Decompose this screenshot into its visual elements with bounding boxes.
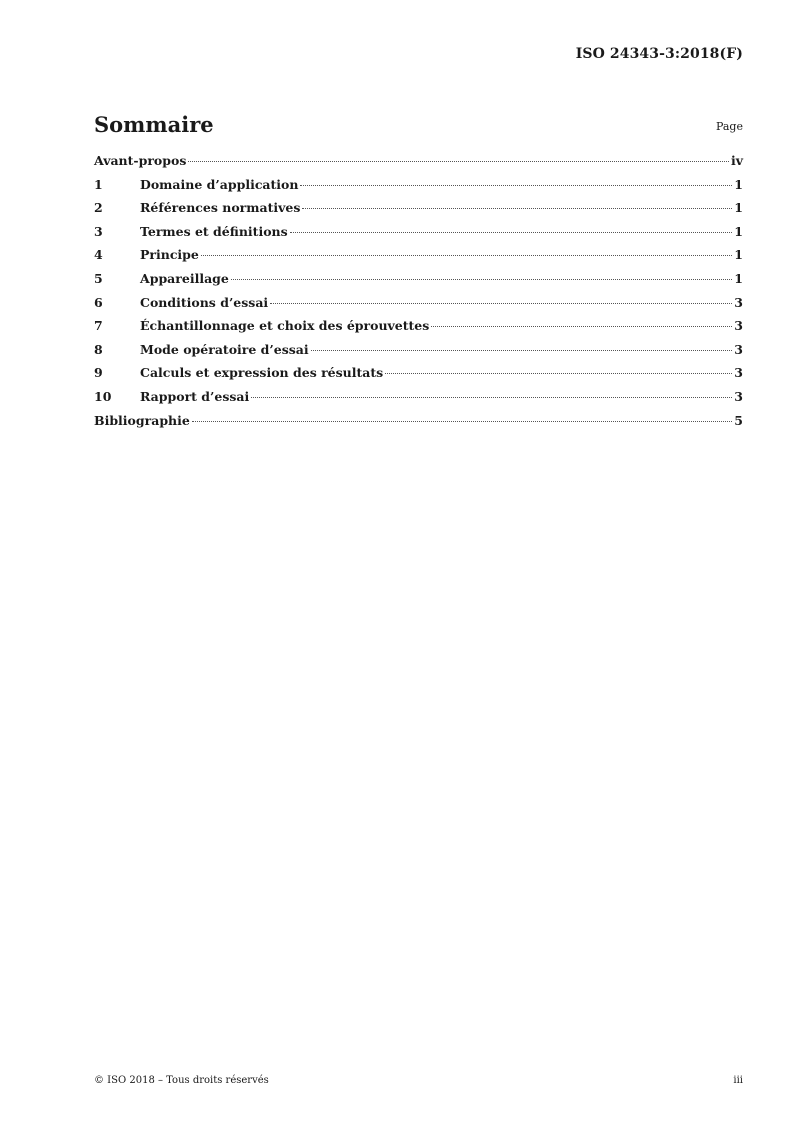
toc-entry-echantillonnage[interactable] bbox=[94, 318, 743, 342]
toc-entry-page: 3 bbox=[734, 365, 743, 381]
dot-leader bbox=[251, 397, 732, 398]
dot-leader bbox=[270, 303, 732, 304]
toc-heading-row bbox=[94, 112, 743, 140]
toc-entry-domaine-application[interactable] bbox=[94, 177, 743, 201]
toc-entry-principe[interactable] bbox=[94, 247, 743, 271]
toc-entry-number: 10 bbox=[94, 388, 112, 404]
toc-entry-number: 6 bbox=[94, 294, 103, 310]
page-column-label: Page bbox=[715, 120, 743, 133]
toc-entry-text: Échantillonnage et choix des éprouvettes bbox=[140, 318, 430, 334]
toc-entry-termes-definitions[interactable] bbox=[94, 224, 743, 248]
toc-entry-appareillage[interactable] bbox=[94, 271, 743, 295]
dot-leader bbox=[302, 208, 732, 209]
toc-entry-bibliographie[interactable] bbox=[94, 413, 743, 437]
toc-entry-avant-propos[interactable] bbox=[94, 153, 743, 177]
toc-entry-page: 1 bbox=[734, 223, 743, 239]
toc-entry-page: 1 bbox=[734, 270, 743, 286]
toc-entry-page: iv bbox=[730, 153, 743, 168]
toc-entry-page: 3 bbox=[734, 318, 743, 334]
toc-entry-page: 5 bbox=[734, 412, 743, 428]
dot-leader bbox=[311, 350, 733, 351]
toc-entry-calculs-resultats[interactable] bbox=[94, 365, 743, 389]
toc-entry-number: 4 bbox=[94, 247, 103, 263]
toc-entry-text: Mode opératoire d’essai bbox=[140, 341, 309, 357]
document-identifier: ISO 24343-3:2018(F) bbox=[575, 46, 743, 62]
dot-leader bbox=[300, 185, 732, 186]
toc-entry-page: 3 bbox=[734, 388, 743, 404]
toc-entry-text: Bibliographie bbox=[94, 412, 190, 428]
toc-entry-page: 1 bbox=[734, 200, 743, 216]
toc-entry-page: 1 bbox=[734, 176, 743, 192]
toc-entry-page: 3 bbox=[734, 341, 743, 357]
footer-page-number: iii bbox=[733, 1075, 743, 1086]
toc-entry-number: 8 bbox=[94, 341, 103, 357]
dot-leader bbox=[201, 255, 732, 256]
dot-leader bbox=[290, 232, 733, 233]
dot-leader bbox=[188, 161, 729, 162]
toc-entry-number: 7 bbox=[94, 318, 103, 334]
dot-leader bbox=[231, 279, 732, 280]
toc-entry-rapport-essai[interactable] bbox=[94, 389, 743, 413]
dot-leader bbox=[431, 326, 732, 327]
toc-entry-text: Rapport d’essai bbox=[140, 388, 250, 404]
toc-entry-number: 5 bbox=[94, 270, 103, 286]
toc-entry-text: Appareillage bbox=[140, 270, 229, 286]
toc-entry-number: 1 bbox=[94, 176, 103, 192]
table-of-contents bbox=[94, 153, 743, 436]
toc-entry-conditions-essai[interactable] bbox=[94, 295, 743, 319]
dot-leader bbox=[385, 373, 732, 374]
toc-entry-text: Références normatives bbox=[140, 200, 301, 216]
toc-entry-page: 3 bbox=[734, 294, 743, 310]
toc-entry-text: Calculs et expression des résultats bbox=[140, 365, 384, 381]
toc-entry-text: Principe bbox=[140, 247, 199, 263]
toc-entry-references-normatives[interactable] bbox=[94, 200, 743, 224]
toc-title: Sommaire bbox=[94, 112, 214, 137]
toc-entry-text: Termes et définitions bbox=[140, 223, 288, 239]
toc-entry-text: Avant-propos bbox=[94, 153, 187, 168]
footer-copyright: © ISO 2018 – Tous droits réservés bbox=[94, 1075, 269, 1086]
toc-entry-text: Conditions d’essai bbox=[140, 294, 269, 310]
toc-entry-page: 1 bbox=[734, 247, 743, 263]
toc-entry-number: 9 bbox=[94, 365, 103, 381]
dot-leader bbox=[192, 421, 732, 422]
toc-entry-number: 3 bbox=[94, 223, 103, 239]
toc-entry-text: Domaine d’application bbox=[140, 176, 299, 192]
toc-entry-number: 2 bbox=[94, 200, 103, 216]
toc-entry-mode-operatoire[interactable] bbox=[94, 342, 743, 366]
